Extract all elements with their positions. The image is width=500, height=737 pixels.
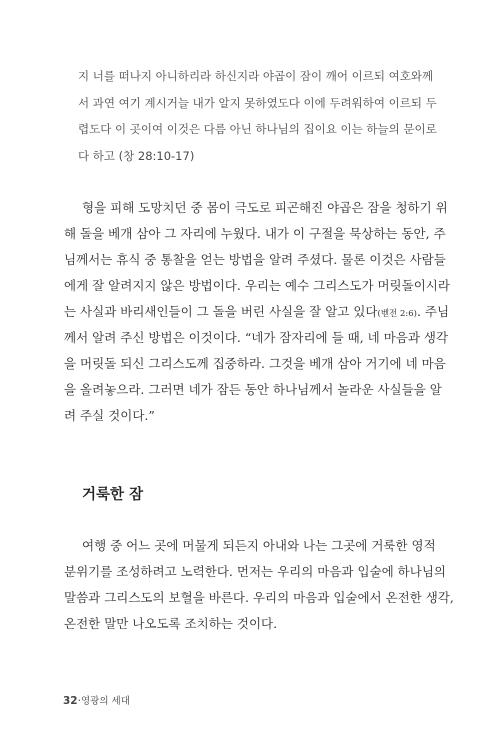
page-number: 32 xyxy=(63,695,78,707)
paragraph-line: 려 주실 것이다.” xyxy=(64,408,155,423)
paragraph-line: 분위기를 조성하려고 노력한다. 먼저는 우리의 마음과 입술에 하나님의 xyxy=(64,564,446,579)
bible-reference: (벧전 2:6) xyxy=(377,309,417,319)
quote-line: 지 너를 떠나지 아니하리라 하신지라 야곱이 잠이 깨어 이르되 여호와께 xyxy=(78,69,434,83)
paragraph-line: 을 올려놓으라. 그러면 네가 잠든 동안 하나님께서 놀라운 사실들을 알 xyxy=(64,382,442,397)
paragraph-line: 온전한 말만 나오도록 조치하는 것이다. xyxy=(64,616,278,631)
quote-line: 다 하고 (창 28:10-17) xyxy=(78,148,195,163)
quote-line: 렵도다 이 곳이여 이것은 다름 아닌 하나님의 집이요 이는 하늘의 문이로 xyxy=(78,122,437,136)
paragraph-line: 여행 중 어느 곳에 머물게 되든지 아내와 나는 그곳에 거룩한 영적 xyxy=(82,538,436,553)
paragraph-line: 께서 알려 주신 방법은 이것이다. “네가 잠자리에 들 때, 네 마음과 생각 xyxy=(64,330,449,345)
book-title: 영광의 세대 xyxy=(80,696,130,707)
scripture-quote xyxy=(78,63,437,169)
paragraph-line: 을 머릿돌 되신 그리스도께 집중하라. 그것을 베개 삼아 거기에 네 마음 xyxy=(64,356,446,371)
paragraph-line: 형을 피해 도망치던 중 몸이 극도로 피곤해진 야곱은 잠을 청하기 위 xyxy=(82,200,448,215)
section-heading: 거룩한 잠 xyxy=(82,487,144,503)
paragraph-text: . 주님 xyxy=(416,304,450,319)
quote-line: 서 과연 여기 계시거늘 내가 알지 못하였도다 이에 두려워하여 이르되 두 xyxy=(78,95,437,110)
paragraph-line: 님께서는 휴식 중 통찰을 얻는 방법을 알려 주셨다. 물론 이것은 사람들 xyxy=(64,252,446,267)
paragraph-line xyxy=(64,299,450,325)
paragraph-line: 에게 잘 알려지지 않은 방법이다. 우리는 예수 그리스도가 머릿돌이시라 xyxy=(64,278,450,293)
page-footer xyxy=(63,693,130,707)
body-paragraph-2 xyxy=(64,533,454,637)
body-paragraph-1 xyxy=(64,195,450,429)
paragraph-line: 해 돌을 베개 삼아 그 자리에 누웠다. 내가 이 구절을 묵상하는 동안, 주 xyxy=(64,226,446,241)
paragraph-line: 말씀과 그리스도의 보혈을 바른다. 우리의 마음과 입술에서 온전한 생각, xyxy=(64,590,454,605)
paragraph-text: 는 사실과 바리새인들이 그 돌을 버린 사실을 잘 알고 있다 xyxy=(64,304,378,319)
footer-separator: · xyxy=(77,695,81,707)
